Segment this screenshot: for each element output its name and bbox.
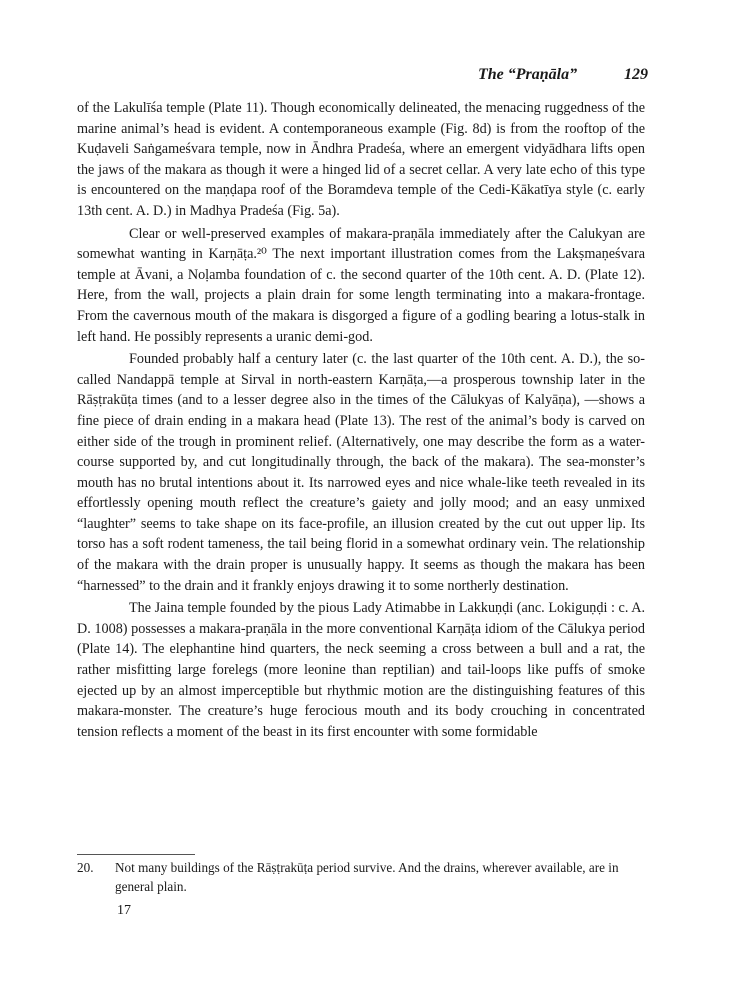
signature-mark: 17 bbox=[117, 903, 131, 918]
page-number: 129 bbox=[624, 66, 648, 83]
running-header bbox=[478, 66, 648, 88]
footnote-text: Not many buildings of the Rāṣṭrakūṭa period survive. And the drains, wherever available, are in general plain. bbox=[115, 860, 619, 894]
running-title: The “Praṇāla” bbox=[478, 66, 578, 83]
footnote-divider bbox=[77, 854, 195, 855]
paragraph: Clear or well-preserved examples of makara-praṇāla immediately after the Calukyan are somewhat wanting in Karṇāṭa.²⁰ The next important illustration comes from the Lakṣmaṇeśvara temple at Āvani, a Noḷamba foundation of c. the second quarter of the 10th cent. A. D. (Plate 12). Here, from the wall, projects a plain drain for some length terminating into a makara-frontage. From the cavernous mouth of the makara is disgorged a figure of a godling bearing a lotus-stalk in left hand. He possibly represents a uranic demi-god. bbox=[77, 225, 645, 345]
footnote bbox=[77, 858, 645, 896]
paragraph: Founded probably half a century later (c. the last quarter of the 10th cent. A. D.), the so-called Nandappā temple at Sirval in north-eastern Karṇāṭa,—a prosperous township later in the Rāṣṭrakūṭa times (and to a lesser degree also in the times of the Cālukyas of Kalyāṇa), —shows a fine piece of drain ending in a makara head (Plate 13). The rest of the animal’s body is carved on either side of the trough in prominent relief. (Alternatively, one may describe the form as a water-course supported by, and cut longitudinally through, the back of the makara). The sea-monster’s mouth has no brutal intentions about it. Its narrowed eyes and nice whale-like teeth revealed in its effortlessly opening mouth reflect the creature’s gaiety and jolly mood; and an easy unmixed “laughter” seems to take shape on its face-profile, an illusion created by the cut out upper lip. Its torso has a soft rodent tameness, the tail being florid in a somewhat ordinary vein. The relationship of the makara with the drain proper is unusually happy. It seems as though the makara has been “harnessed” to the drain and it frankly enjoys drawing it to some northerly destination. bbox=[77, 351, 645, 594]
paragraph: The Jaina temple founded by the pious Lady Atimabbe in Lakkuṇḍi (anc. Lokiguṇḍi : c. A. D. 1008) possesses a makara-praṇāla in the more conventional Karṇāṭa idiom of the Cālukya period (Plate 14). The elephantine hind quarters, the neck seeming a cross between a bull and a rat, the rather misfitting large forelegs (more leonine than reptilian) and tail-loops like puffs of smoke ejected up by an almost imperceptible but rhythmic motion are the distinguishing features of this makara-monster. The creature’s huge ferocious mouth and its body crouching in concentrated tension reflects a moment of the beast in its first encounter with some formidable bbox=[77, 600, 645, 740]
footnote-number: 20. bbox=[77, 860, 94, 875]
paragraph: of the Lakulīśa temple (Plate 11). Though economically delineated, the menacing ruggedness of the marine animal’s head is evident. A contemporaneous example (Fig. 8d) is from the rooftop of the Kuḍaveli Saṅgameśvara temple, now in Āndhra Pradeśa, where an emergent vidyādhara lifts open the jaws of the makara as though it were a hinged lid of a secret cellar. A very late echo of this type is encountered on the maṇḍapa roof of the Boramdeva temple of the Cedi-Kākatīya style (c. early 13th cent. A. D.) in Madhya Pradeśa (Fig. 5a). bbox=[77, 100, 645, 219]
body-text bbox=[77, 98, 645, 742]
